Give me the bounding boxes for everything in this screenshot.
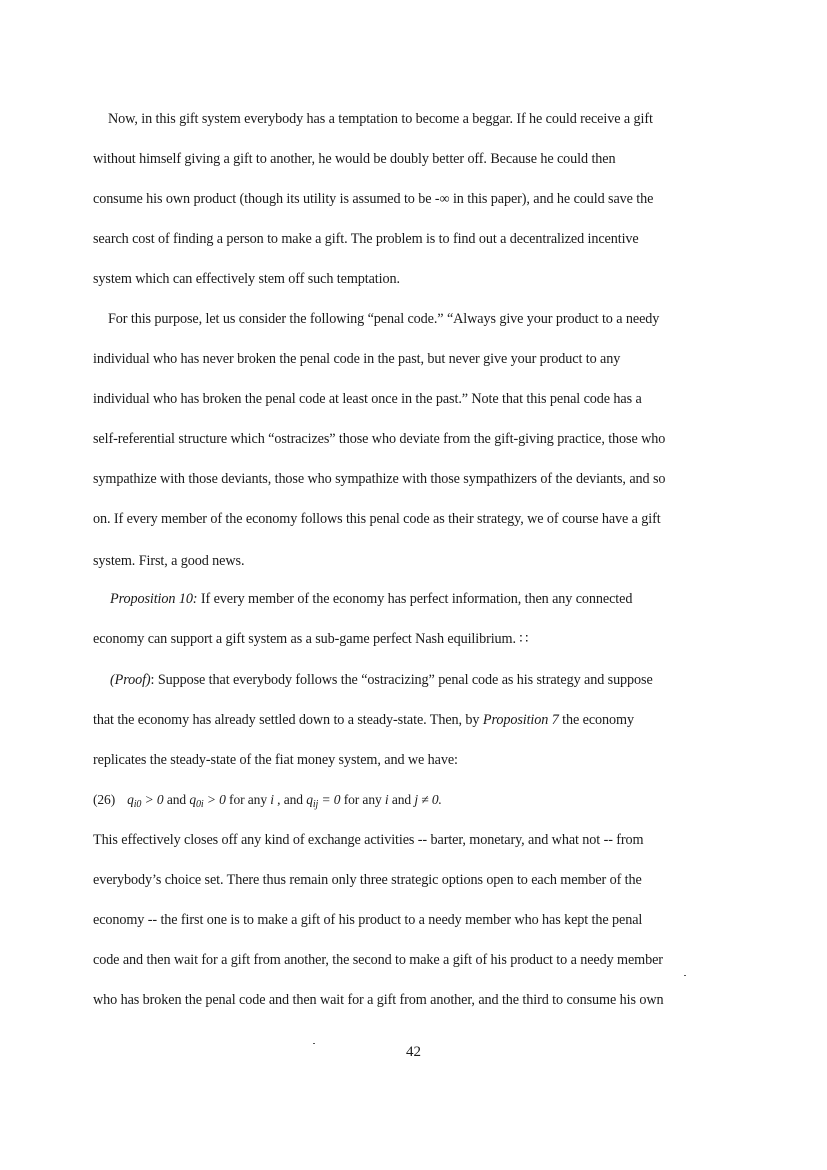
proposition-line: economy can support a gift system as a sub-game perfect Nash equilibrium. ∷ [93, 631, 529, 647]
proof-line: replicates the steady-state of the fiat money system, and we have: [93, 752, 458, 768]
paragraph-line: individual who has broken the penal code at least once in the past.” Note that this penal code has a [93, 391, 642, 407]
proof-label: (Proof) [110, 672, 151, 688]
equation-variable: q [127, 792, 134, 807]
proof-text: that the economy has already settled down to a steady-state. Then, by [93, 712, 483, 728]
equation-text: for any [340, 792, 385, 807]
proposition-text: If every member of the economy has perfect information, then any connected [197, 591, 633, 607]
proof-line [93, 711, 793, 729]
paragraph-line: consume his own product (though its utility is assumed to be -∞ in this paper), and he could save the [93, 191, 654, 207]
equation-number: (26) [93, 792, 116, 807]
paragraph-line: economy -- the first one is to make a gift of his product to a needy member who has kept the penal [93, 912, 643, 928]
paragraph-line: This effectively closes off any kind of exchange activities -- barter, monetary, and what not -- from [93, 832, 644, 848]
paragraph-line: sympathize with those deviants, those who sympathize with those sympathizers of the deviants, and so [93, 471, 666, 487]
paragraph-line: without himself giving a gift to another, he would be doubly better off. Because he could then [93, 151, 616, 167]
paragraph-line: search cost of finding a person to make a gift. The problem is to find out a decentralized incentive [93, 231, 639, 247]
equation-variable: q [306, 792, 313, 807]
equation-subscript: i0 [133, 799, 142, 810]
scan-speck [684, 975, 686, 976]
proposition-reference: Proposition 7 [482, 712, 559, 728]
equation-relation: > 0 [203, 792, 226, 807]
proposition-label: Proposition 10: [110, 591, 198, 607]
paragraph-line: everybody’s choice set. There thus remain only three strategic options open to each member of the [93, 872, 642, 888]
paragraph-line: on. If every member of the economy follows this penal code as their strategy, we of course have a gift [93, 511, 661, 527]
paragraph-line: code and then wait for a gift from another, the second to make a gift of his product to a needy member [93, 952, 663, 968]
proof-line [110, 671, 810, 689]
equation-text: and [388, 792, 415, 807]
proposition-line [110, 590, 810, 608]
equation-relation: > 0 [141, 792, 164, 807]
equation-variable: i [270, 792, 274, 807]
equation-subscript: 0i [195, 799, 204, 810]
page-number: 42 [406, 1044, 421, 1060]
equation-relation: ≠ 0. [417, 792, 442, 807]
equation-variable: j [414, 792, 418, 807]
paragraph-line: Now, in this gift system everybody has a temptation to become a beggar. If he could receive a gift [108, 111, 653, 127]
paragraph-line: For this purpose, let us consider the following “penal code.” “Always give your product to a needy [108, 311, 660, 327]
equation-text: , and [273, 792, 307, 807]
paragraph-line: individual who has never broken the penal code in the past, but never give your product to any [93, 351, 621, 367]
equation-variable: i [384, 792, 389, 807]
proof-text: : Suppose that everybody follows the “ostracizing” penal code as his strategy and suppose [150, 672, 653, 688]
equation-text: and [163, 792, 190, 807]
equation-26 [93, 791, 793, 814]
paragraph-line: self-referential structure which “ostracizes” those who deviate from the gift-giving practice, those who [93, 431, 666, 447]
proof-text: the economy [558, 712, 634, 728]
equation-subscript: ij [312, 799, 319, 810]
equation-variable: q [189, 792, 196, 807]
equation-text: for any [225, 792, 271, 807]
paragraph-line: who has broken the penal code and then wait for a gift from another, and the third to consume his own [93, 992, 664, 1008]
equation-relation: = 0 [318, 792, 341, 807]
paragraph-line: system. First, a good news. [93, 553, 245, 569]
paragraph-line: system which can effectively stem off such temptation. [93, 271, 400, 287]
